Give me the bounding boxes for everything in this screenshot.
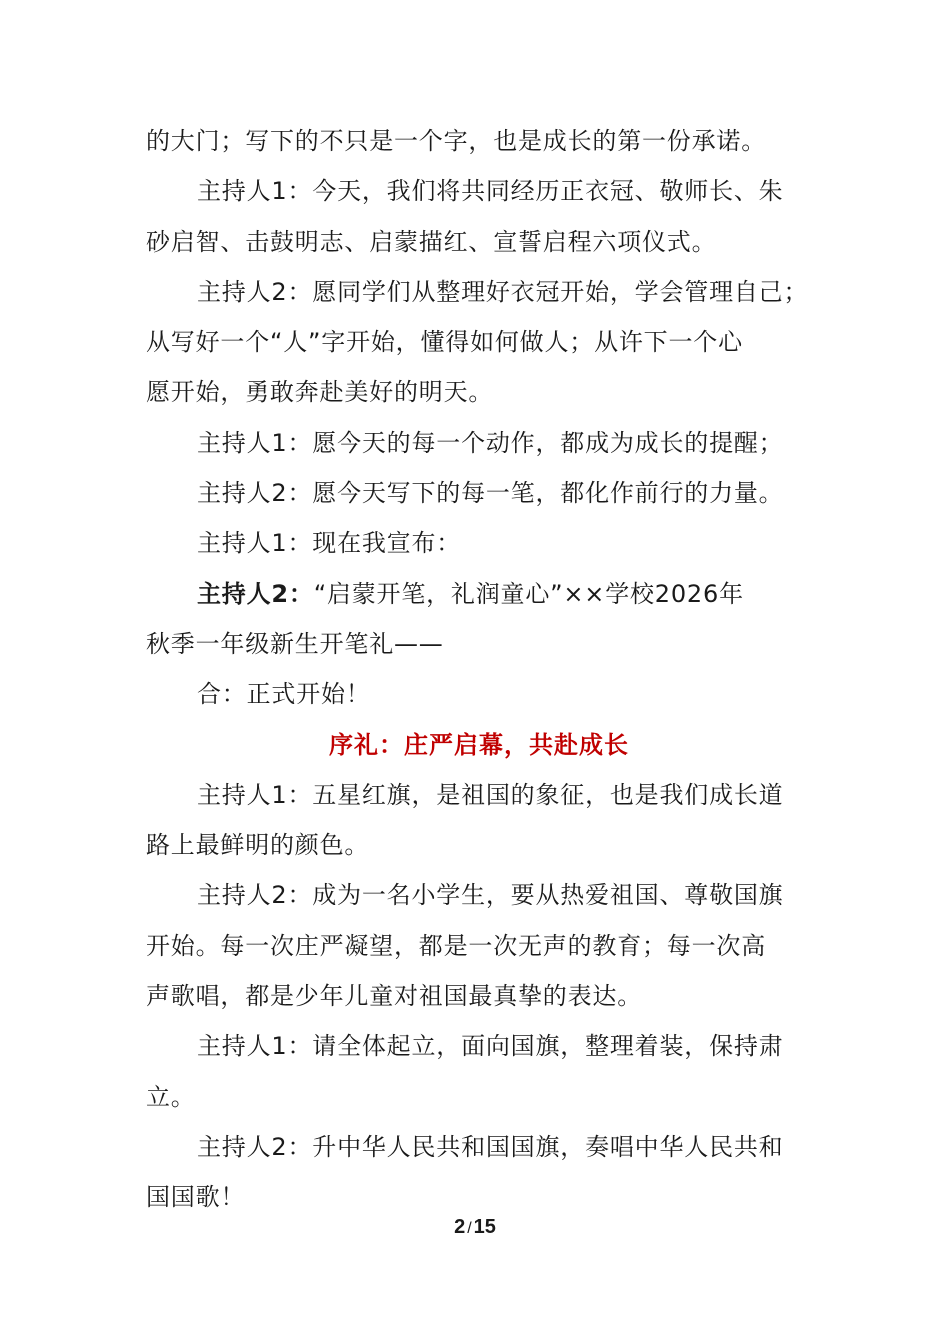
paragraph-line: 主持人1：现在我宣布：	[197, 529, 462, 558]
paragraph-line: 声歌唱，都是少年儿童对祖国最真挚的表达。	[146, 982, 642, 1011]
section-heading: 序礼：庄严启幕，共赴成长	[329, 730, 629, 759]
page-current: 2	[454, 1216, 466, 1238]
announcement-line	[146, 569, 812, 619]
paragraph-line: 主持人1：今天，我们将共同经历正衣冠、敬师长、朱	[197, 177, 784, 206]
paragraph-line: 的大门；写下的不只是一个字，也是成长的第一份承诺。	[146, 127, 766, 155]
paragraph-line: 主持人1：五星红旗，是祖国的象征，也是我们成长道	[197, 780, 784, 809]
announcement-speaker: 主持人2：	[197, 579, 314, 608]
paragraph-line: 从写好一个“人”字开始，懂得如何做人；从许下一个心	[146, 328, 743, 357]
paragraph-line: 主持人2：成为一名小学生，要从热爱祖国、尊敬国旗	[197, 881, 784, 910]
paragraph-line: 主持人1：愿今天的每一个动作，都成为成长的提醒；	[197, 428, 784, 457]
paragraph-line: 主持人2：愿同学们从整理好衣冠开始，学会管理自己；	[197, 277, 809, 306]
paragraph-line: 主持人2：升中华人民共和国国旗，奏唱中华人民共和	[197, 1132, 784, 1161]
paragraph-line: 主持人1：请全体起立，面向国旗，整理着装，保持肃	[197, 1032, 784, 1061]
paragraph-line: 愿开始，勇敢奔赴美好的明天。	[146, 378, 494, 407]
paragraph-line: 立。	[146, 1082, 196, 1111]
paragraph-line: 主持人2：愿今天写下的每一笔，都化作前行的力量。	[197, 479, 784, 508]
announcement-line-2: 秋季一年级新生开笔礼——	[146, 629, 444, 658]
paragraph-line: 砂启智、击鼓明志、启蒙描红、宣誓启程六项仪式。	[146, 227, 717, 256]
page-number	[0, 1216, 950, 1239]
paragraph-line: 开始。每一次庄严凝望，都是一次无声的教育；每一次高	[146, 931, 766, 960]
page-total: 15	[473, 1216, 496, 1238]
together-line: 合：正式开始！	[197, 680, 371, 709]
paragraph-line: 路上最鲜明的颜色。	[146, 831, 370, 860]
document-body	[146, 116, 812, 1223]
announcement-text: “启蒙开笔，礼润童心”××学校2026年	[313, 579, 744, 608]
page-separator: /	[467, 1220, 472, 1237]
paragraph-line: 国国歌！	[146, 1183, 246, 1212]
